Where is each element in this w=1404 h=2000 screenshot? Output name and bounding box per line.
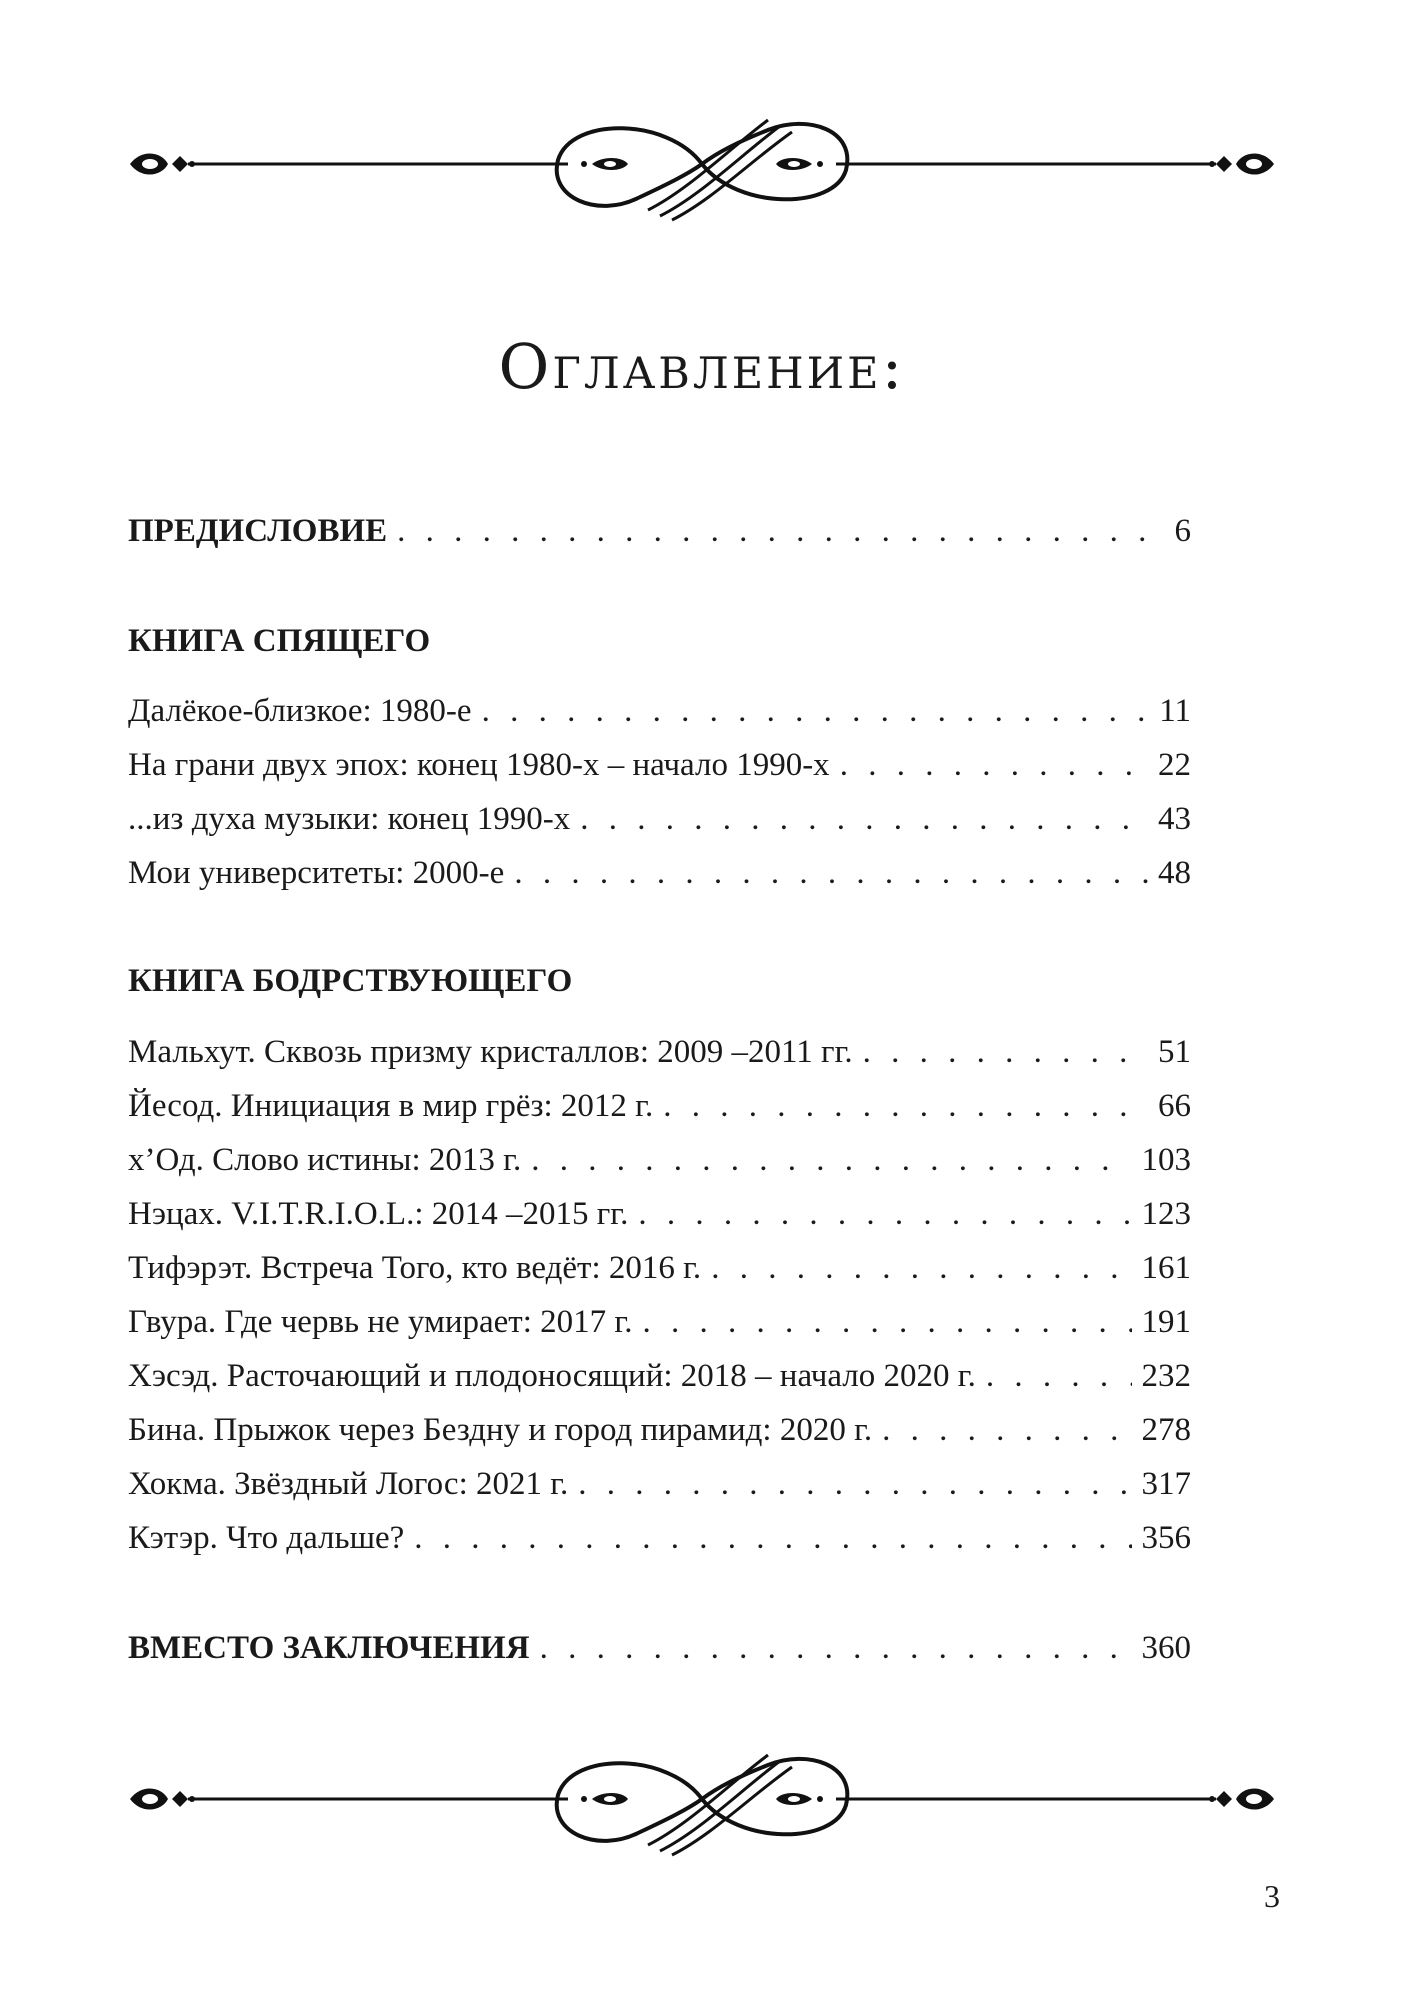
toc-entry-page: 356 bbox=[1141, 1520, 1191, 1556]
toc-entry-page: 66 bbox=[1158, 1088, 1191, 1124]
dot-leader bbox=[882, 1409, 1131, 1451]
dot-leader bbox=[863, 1031, 1148, 1073]
page-number: 3 bbox=[1264, 1878, 1280, 1914]
toc-entry[interactable] bbox=[128, 1463, 1191, 1505]
dot-leader bbox=[482, 690, 1150, 732]
toc-entry-label: ...из духа музыки: конец 1990-х bbox=[128, 801, 571, 837]
toc-entry-page: 123 bbox=[1141, 1196, 1191, 1232]
dot-leader bbox=[397, 510, 1164, 552]
toc-entry-label: ВМЕСТО ЗАКЛЮЧЕНИЯ bbox=[128, 1630, 530, 1666]
dot-leader bbox=[580, 798, 1148, 840]
dot-leader bbox=[540, 1627, 1132, 1669]
dot-leader bbox=[531, 1139, 1131, 1181]
toc-entry[interactable] bbox=[128, 1517, 1191, 1559]
toc-entry-label: Далёкое-близкое: 1980-е bbox=[128, 693, 472, 729]
dot-leader bbox=[638, 1193, 1131, 1235]
toc-entry-page: 43 bbox=[1158, 801, 1191, 837]
section-heading-book2: КНИГА БОДРСТВУЮЩЕГО bbox=[128, 963, 573, 999]
toc-entry-label: Кэтэр. Что дальше? bbox=[128, 1520, 405, 1556]
toc-entry-label: Хэсэд. Расточающий и плодоносящий: 2018 – начало 2020 г. bbox=[128, 1358, 976, 1394]
dot-leader bbox=[414, 1517, 1131, 1559]
toc-entry-label: Мальхут. Сквозь призму кристаллов: 2009 –2011 гг. bbox=[128, 1034, 853, 1070]
toc-entry-page: 51 bbox=[1158, 1034, 1191, 1070]
toc-entry[interactable] bbox=[128, 1193, 1191, 1235]
toc-entry-label: Хокма. Звёздный Логос: 2021 г. bbox=[128, 1466, 569, 1502]
toc-entry-label: Мои университеты: 2000-е bbox=[128, 855, 505, 891]
dot-leader bbox=[578, 1463, 1131, 1505]
toc-entry-label: Йесод. Инициация в мир грёз: 2012 г. bbox=[128, 1088, 654, 1124]
toc-entry[interactable] bbox=[128, 1409, 1191, 1451]
toc-entry-page: 48 bbox=[1158, 855, 1191, 891]
toc-entry-label: Бина. Прыжок через Бездну и город пирамид: 2020 г. bbox=[128, 1412, 873, 1448]
toc-entry[interactable] bbox=[128, 1355, 1191, 1397]
section-heading-book1: КНИГА СПЯЩЕГО bbox=[128, 623, 431, 659]
toc-entry[interactable] bbox=[128, 1301, 1191, 1343]
dot-leader bbox=[642, 1301, 1131, 1343]
toc-entry-page: 278 bbox=[1141, 1412, 1191, 1448]
dot-leader bbox=[711, 1247, 1131, 1289]
page-title: Оглавление: bbox=[498, 330, 906, 403]
dot-leader bbox=[840, 744, 1148, 786]
toc-entry-preface[interactable] bbox=[128, 510, 1191, 552]
toc-entry[interactable] bbox=[128, 1139, 1191, 1181]
toc-entry-label: Тифэрэт. Встреча Того, кто ведёт: 2016 г. bbox=[128, 1250, 702, 1286]
bottom-ornament bbox=[128, 1733, 1276, 1873]
toc-entry[interactable] bbox=[128, 744, 1191, 786]
toc-entry-page: 11 bbox=[1159, 693, 1191, 729]
toc-entry-label: Нэцах. V.I.T.R.I.O.L.: 2014 –2015 гг. bbox=[128, 1196, 629, 1232]
toc-entry-page: 6 bbox=[1174, 513, 1191, 549]
toc-entry-page: 191 bbox=[1141, 1304, 1191, 1340]
toc-entry[interactable] bbox=[128, 690, 1191, 732]
toc-entry-label: На грани двух эпох: конец 1980-х – начало 1990-х bbox=[128, 747, 830, 783]
dot-leader bbox=[986, 1355, 1132, 1397]
dot-leader bbox=[663, 1085, 1148, 1127]
toc-entry-label: ПРЕДИСЛОВИЕ bbox=[128, 513, 388, 549]
dot-leader bbox=[514, 852, 1148, 894]
toc-entry-label: х’Од. Слово истины: 2013 г. bbox=[128, 1142, 522, 1178]
toc-entry[interactable] bbox=[128, 1085, 1191, 1127]
toc-entry-page: 103 bbox=[1141, 1142, 1191, 1178]
toc-entry[interactable] bbox=[128, 798, 1191, 840]
toc-entry[interactable] bbox=[128, 1247, 1191, 1289]
toc-entry-page: 22 bbox=[1158, 747, 1191, 783]
toc-entry-label: Гвура. Где червь не умирает: 2017 г. bbox=[128, 1304, 633, 1340]
toc-entry-page: 161 bbox=[1141, 1250, 1191, 1286]
toc-entry[interactable] bbox=[128, 1031, 1191, 1073]
toc-entry-page: 360 bbox=[1141, 1630, 1191, 1666]
flourish-icon bbox=[128, 1733, 1276, 1873]
toc-entry-conclusion[interactable] bbox=[128, 1627, 1191, 1669]
toc-entry-page: 232 bbox=[1141, 1358, 1191, 1394]
toc-entry[interactable] bbox=[128, 852, 1191, 894]
toc-entry-page: 317 bbox=[1141, 1466, 1191, 1502]
